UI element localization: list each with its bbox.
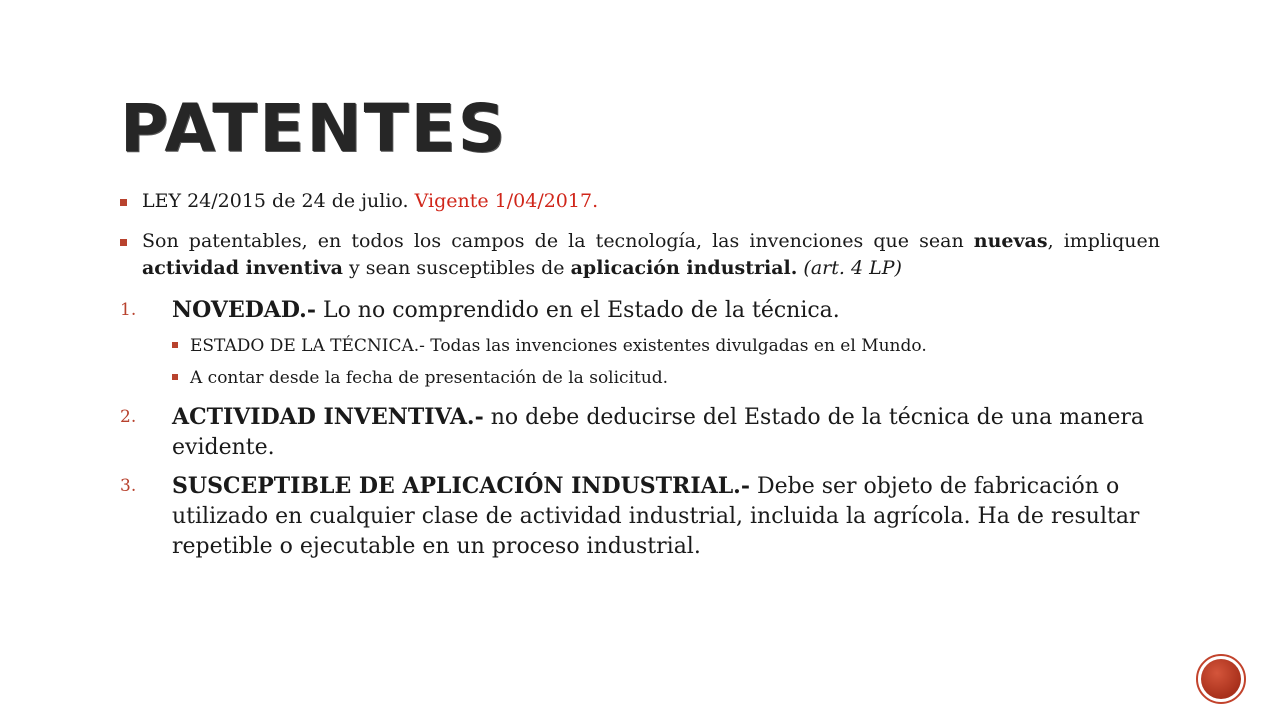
patentable-text-2: , impliquen xyxy=(1047,230,1160,252)
square-bullet-icon xyxy=(120,199,127,206)
slide-title: PATENTES xyxy=(120,90,508,167)
sub-item xyxy=(172,330,1160,362)
patentable-bold-aplicacion: aplicación industrial. xyxy=(570,257,798,279)
square-bullet-icon xyxy=(120,239,127,246)
red-circle-icon xyxy=(1201,659,1241,699)
item-heading: ACTIVIDAD INVENTIVA.- xyxy=(172,404,484,430)
bullet-law xyxy=(120,188,1160,215)
slide-content xyxy=(120,188,1160,570)
law-text: LEY 24/2015 de 24 de julio. xyxy=(142,190,415,212)
item-text: no debe deducirse del Estado de la técnica de una manera evidente. xyxy=(172,405,1145,460)
item-text: Lo no comprendido en el Estado de la técnica. xyxy=(315,298,840,323)
item-number: 2. xyxy=(120,407,137,427)
patentable-article-ref: (art. 4 LP) xyxy=(797,257,902,279)
sub-item xyxy=(172,362,1160,394)
sub-list xyxy=(172,330,1160,394)
patentable-bold-nuevas: nuevas xyxy=(973,230,1048,252)
patentable-text-1: Son patentables, en todos los campos de la tecnología, las invenciones que sean xyxy=(142,230,974,252)
square-bullet-icon xyxy=(172,374,178,380)
patentable-bold-actividad: actividad inventiva xyxy=(142,257,343,279)
numbered-item-aplicacion xyxy=(120,471,1160,562)
bullet-patentable xyxy=(120,228,1160,282)
numbered-item-actividad xyxy=(120,402,1160,463)
sub-item-text: ESTADO DE LA TÉCNICA.- Todas las invenciones existentes divulgadas en el Mundo. xyxy=(190,336,927,356)
item-number: 3. xyxy=(120,476,137,496)
slide-nav-button[interactable] xyxy=(1196,654,1246,704)
item-text: Debe ser objeto de fabricación o utilizado en cualquier clase de actividad industrial, incluida la agrícola. Ha de resultar repetible o ejecutable en un proceso industrial. xyxy=(172,474,1140,559)
sub-item-text: A contar desde la fecha de presentación de la solicitud. xyxy=(190,368,669,388)
item-heading: NOVEDAD.- xyxy=(172,297,316,323)
square-bullet-icon xyxy=(172,342,178,348)
law-effective-date: Vigente 1/04/2017. xyxy=(414,190,599,212)
numbered-item-novedad xyxy=(120,295,1160,394)
item-heading: SUSCEPTIBLE DE APLICACIÓN INDUSTRIAL.- xyxy=(172,473,750,499)
patentable-text-3: y sean susceptibles de xyxy=(342,257,571,279)
item-number: 1. xyxy=(120,300,137,320)
